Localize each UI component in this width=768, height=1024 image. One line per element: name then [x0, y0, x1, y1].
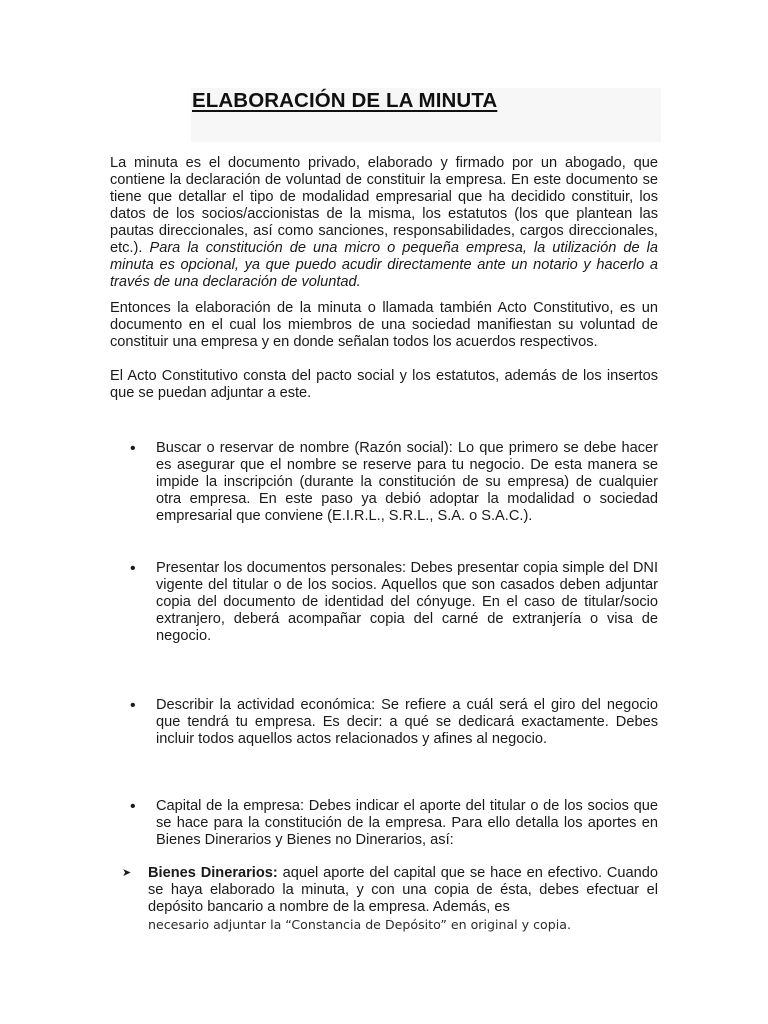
sub-item-last-line: necesario adjuntar la “Constancia de Depósito” en original y copia.: [148, 917, 571, 932]
sub-item-bienes-dinerarios: [148, 865, 658, 916]
list-item: Capital de la empresa: Debes indicar el aporte del titular o de los socios que se hace para la constitución de la empresa. Para ello detalla los aportes en Bienes Dinerarios y Bienes no Dinerarios, así:: [156, 798, 658, 848]
bullet-dot: •: [130, 560, 136, 577]
paragraph-intro: [110, 155, 658, 291]
list-item: Describir la actividad económica: Se refiere a cuál será el giro del negocio que tendrá tu empresa. Es decir: a qué se dedicará exactamente. Debes incluir todos aquellos actos relacionados y afines al negocio.: [156, 697, 658, 747]
sub-item-text: aquel aporte del capital que se hace en efectivo. Cuando se haya elaborado la minuta, y con una copia de ésta, debes efectuar el depósito bancario a nombre de la empresa. Además, es: [148, 865, 658, 915]
bullet-dot: •: [130, 798, 136, 815]
paragraph-intro-text: La minuta es el documento privado, elaborado y firmado por un abogado, que contiene la declaración de voluntad de constituir la empresa. En este documento se tiene que detallar el tipo de modalidad empresarial que ha decidido constituir, los datos de los socios/accionistas de la misma, los estatutos (los que plantean las pautas direccionales, así como sanciones, responsabilidades, cargos direccionales, etc.).: [110, 155, 658, 256]
paragraph-intro-italic: Para la constitución de una micro o pequeña empresa, la utilización de la minuta es opcional, ya que puedo acudir directamente ante un notario y hacerlo a través de una declaración de voluntad.: [110, 240, 658, 290]
page-title: ELABORACIÓN DE LA MINUTA: [192, 89, 498, 112]
paragraph-acto-constitutivo: Entonces la elaboración de la minuta o llamada también Acto Constitutivo, es un documento en el cual los miembros de una sociedad manifiestan su voluntad de constituir una empresa y en donde señalan todos los acuerdos respectivos.: [110, 300, 658, 350]
arrow-bullet-icon: ➤: [122, 867, 132, 879]
list-item: Buscar o reservar de nombre (Razón social): Lo que primero se debe hacer es asegurar que el nombre se reserve para tu negocio. De esta manera se impide la inscripción (durante la constitución de su empresa) de cualquier otra empresa. En este paso ya debió adoptar la modalidad o sociedad empresarial que conviene (E.I.R.L., S.R.L., S.A. o S.A.C.).: [156, 440, 658, 524]
sub-item-label: Bienes Dinerarios:: [148, 865, 278, 881]
bullet-dot: •: [130, 440, 136, 457]
list-item: Presentar los documentos personales: Debes presentar copia simple del DNI vigente del titular o de los socios. Aquellos que son casados deben adjuntar copia del documento de identidad del cónyuge. En el caso de titular/socio extranjero, deberá acompañar copia del carné de extranjería o visa de negocio.: [156, 560, 658, 644]
paragraph-pacto-social: El Acto Constitutivo consta del pacto social y los estatutos, además de los insertos que se puedan adjuntar a este.: [110, 368, 658, 401]
bullet-dot: •: [130, 697, 136, 714]
